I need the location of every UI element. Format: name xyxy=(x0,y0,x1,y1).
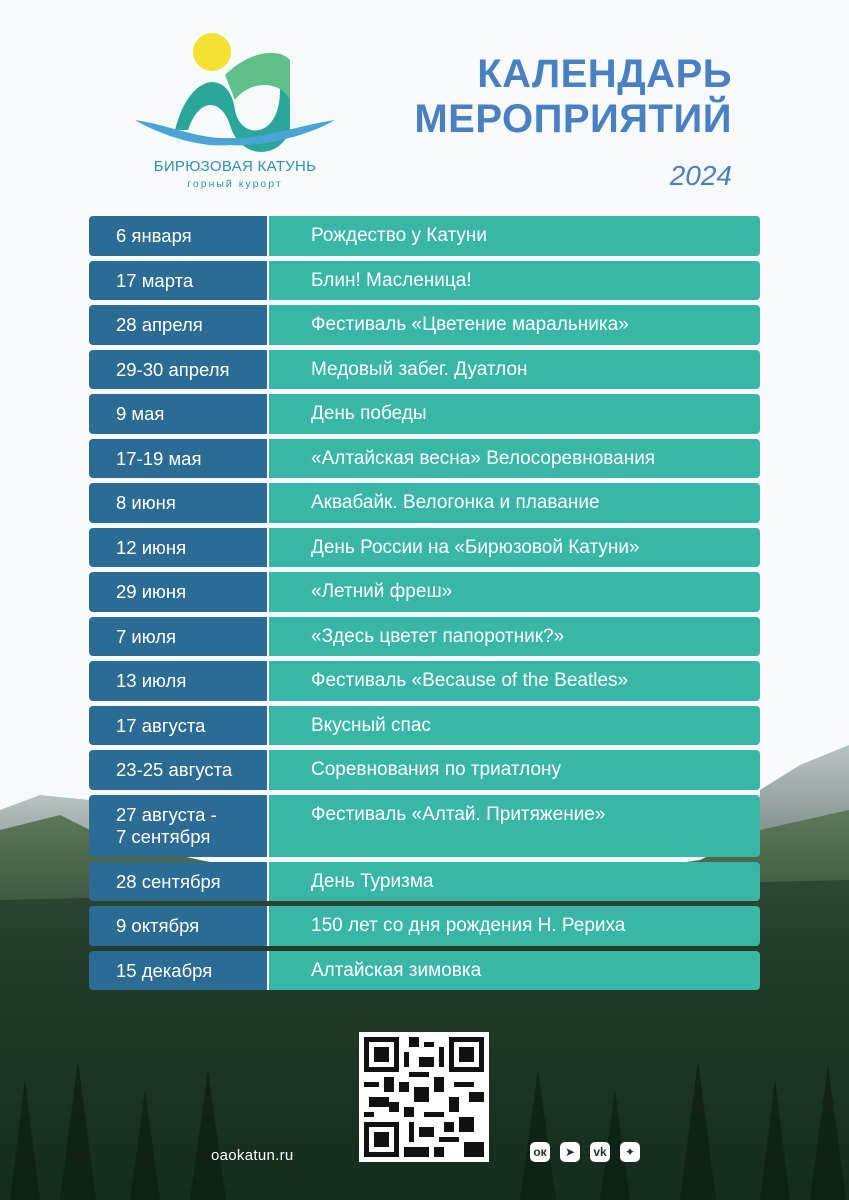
website-link[interactable]: oaokatun.ru xyxy=(211,1147,294,1164)
event-name: Соревнования по триатлону xyxy=(269,750,760,790)
event-row xyxy=(89,216,760,256)
event-name: Вкусный спас xyxy=(269,706,760,746)
event-date: 7 июля xyxy=(89,617,269,657)
event-date: 8 июня xyxy=(89,483,269,523)
event-name: Рождество у Катуни xyxy=(269,216,760,256)
event-name: «Алтайская весна» Велосоревнования xyxy=(269,439,760,479)
event-name: Фестиваль «Алтай. Притяжение» xyxy=(269,795,760,857)
qr-code[interactable] xyxy=(359,1032,489,1162)
events-list xyxy=(89,216,760,995)
event-row xyxy=(89,394,760,434)
event-name: День Туризма xyxy=(269,862,760,902)
event-date: 12 июня xyxy=(89,528,269,568)
event-row xyxy=(89,706,760,746)
page-title xyxy=(414,52,732,142)
event-row xyxy=(89,572,760,612)
dzen-icon[interactable]: ✦ xyxy=(620,1142,640,1162)
event-date: 17 августа xyxy=(89,706,269,746)
event-date: 17 марта xyxy=(89,261,269,301)
logo-mark-icon xyxy=(130,30,340,160)
event-date: 17-19 мая xyxy=(89,439,269,479)
event-row xyxy=(89,906,760,946)
event-name: 150 лет со дня рождения Н. Рериха xyxy=(269,906,760,946)
event-row xyxy=(89,305,760,345)
event-date: 6 января xyxy=(89,216,269,256)
event-name: «Летний фреш» xyxy=(269,572,760,612)
event-name: Медовый забег. Дуатлон xyxy=(269,350,760,390)
event-date: 28 сентября xyxy=(89,862,269,902)
event-date-line-2: 7 сентября xyxy=(116,825,211,847)
event-date-line-1: 27 августа - xyxy=(116,803,217,825)
event-date: 15 декабря xyxy=(89,951,269,991)
event-row xyxy=(89,617,760,657)
event-name: День России на «Бирюзовой Катуни» xyxy=(269,528,760,568)
event-date: 23-25 августа xyxy=(89,750,269,790)
event-row xyxy=(89,750,760,790)
event-date: 9 мая xyxy=(89,394,269,434)
event-date: 13 июля xyxy=(89,661,269,701)
brand-name: БИРЮЗОВАЯ КАТУНЬ xyxy=(153,158,317,175)
social-links xyxy=(530,1142,640,1162)
event-name: Алтайская зимовка xyxy=(269,951,760,991)
resort-logo xyxy=(130,30,340,200)
title-line-1: КАЛЕНДАРЬ xyxy=(477,52,732,96)
telegram-icon[interactable]: ➤ xyxy=(560,1142,580,1162)
year-label: 2024 xyxy=(669,160,732,191)
event-row xyxy=(89,951,760,991)
event-row xyxy=(89,795,760,857)
event-name: Блин! Масленица! xyxy=(269,261,760,301)
brand-subtitle: горный курорт xyxy=(187,178,283,190)
event-row xyxy=(89,439,760,479)
event-date: 29 июня xyxy=(89,572,269,612)
event-row xyxy=(89,862,760,902)
event-row xyxy=(89,661,760,701)
event-name: Фестиваль «Because of the Beatles» xyxy=(269,661,760,701)
event-date: 9 октября xyxy=(89,906,269,946)
event-row xyxy=(89,350,760,390)
event-date xyxy=(89,795,269,857)
event-name: Фестиваль «Цветение маральника» xyxy=(269,305,760,345)
event-row xyxy=(89,483,760,523)
odnoklassniki-icon[interactable]: ок xyxy=(530,1142,550,1162)
title-line-2: МЕРОПРИЯТИЙ xyxy=(414,97,732,141)
event-name: «Здесь цветет папоротник?» xyxy=(269,617,760,657)
event-name: Аквабайк. Велогонка и плавание xyxy=(269,483,760,523)
vk-icon[interactable]: vk xyxy=(590,1142,610,1162)
event-date: 28 апреля xyxy=(89,305,269,345)
event-row xyxy=(89,528,760,568)
event-date: 29-30 апреля xyxy=(89,350,269,390)
event-name: День победы xyxy=(269,394,760,434)
event-row xyxy=(89,261,760,301)
